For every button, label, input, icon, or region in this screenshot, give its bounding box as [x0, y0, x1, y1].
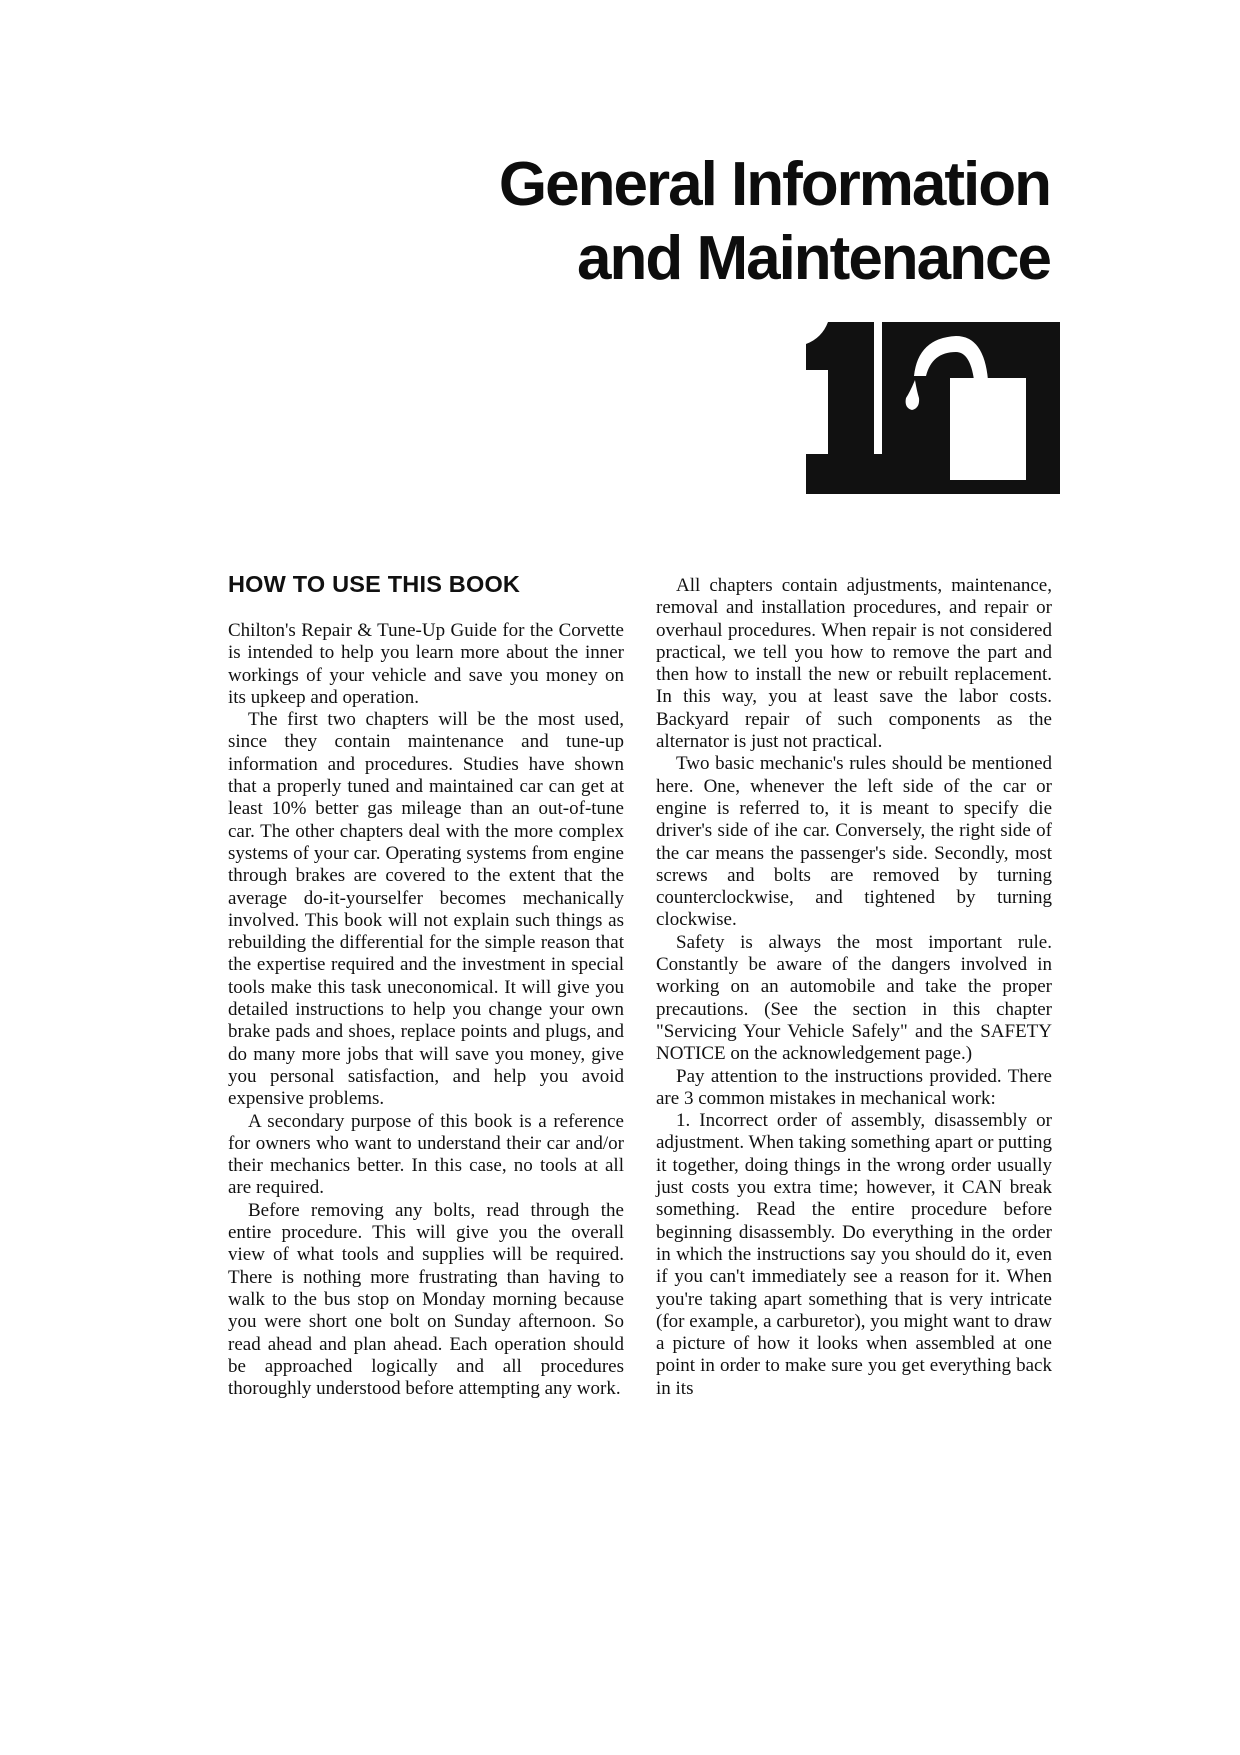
chapter-number-oil-can-icon	[806, 322, 1060, 494]
chapter-title	[250, 148, 1050, 296]
chapter-numeral-one	[806, 322, 894, 494]
paragraph: All chapters contain adjustments, maintenance, removal and installation procedures, and repair or overhaul procedures. When repair is not considered practical, we tell you how to remove the part and then how to install the new or rebuilt replacement. In this way, you at least save the labor costs. Backyard repair of such components as the alternator is just not practical.	[656, 575, 1052, 753]
paragraph: The first two chapters will be the most used, since they contain maintenance and tune-up information and procedures. Studies have shown that a properly tuned and maintained car can get at least 10% better gas mileage than an out-of-tune car. The other chapters deal with the more complex systems of your car. Operating systems from engine through brakes are covered to the extent that the average do-it-yourselfer becomes mechanically involved. This book will not explain such things as rebuilding the differential for the simple reason that the expertise required and the investment in special tools make this task uneconomical. It will give you detailed instructions to help you change your own brake pads and shoes, replace points and plugs, and do many more jobs that will save you money, give you personal satisfaction, and help you avoid expensive problems.	[228, 709, 624, 1110]
chapter-title-line-1: General Information	[498, 150, 1050, 219]
paragraph: Chilton's Repair & Tune-Up Guide for the Corvette is intended to help you learn more about the inner workings of your vehicle and save you money on its upkeep and operation.	[228, 620, 624, 708]
right-column	[656, 575, 1052, 1400]
paragraph: Two basic mechanic's rules should be mentioned here. One, whenever the left side of the car or engine is referred to, it is meant to specify die driver's side of ihe car. Conversely, the right side of the car means the passenger's side. Secondly, most screws and bolts are removed by turning counterclockwise, and tightened by turning clockwise.	[656, 753, 1052, 931]
paragraph: Pay attention to the instructions provided. There are 3 common mistakes in mechanical work:	[656, 1065, 1052, 1109]
paragraph: A secondary purpose of this book is a reference for owners who want to understand their car and/or their mechanics better. In this case, no tools at all are required.	[228, 1110, 624, 1199]
section-heading: HOW TO USE THIS BOOK	[228, 571, 521, 597]
paragraph: Safety is always the most important rule. Constantly be aware of the dangers involved in working on an automobile and take the proper precautions. (See the section in this chapter "Servicing Your Vehicle Safely" and the SAFETY NOTICE on the acknowledgement page.)	[656, 931, 1052, 1065]
left-column	[228, 570, 624, 1400]
chapter-title-line-2: and Maintenance	[577, 224, 1050, 293]
oil-can-body	[950, 378, 1026, 480]
paragraph: Before removing any bolts, read through the entire procedure. This will give you the overall view of what tools and supplies will be required. There is nothing more frustrating than having to walk to the bus stop on Monday morning because you were short one bolt on Sunday afternoon. So read ahead and plan ahead. Each operation should be approached logically and all procedures thoroughly understood before attempting any work.	[228, 1199, 624, 1400]
paragraph: 1. Incorrect order of assembly, disassembly or adjustment. When taking something apart or putting it together, doing things in the wrong order usually just costs you extra time; however, it CAN break something. Read the entire procedure before beginning disassembly. Do everything in the order in which the instructions say you should do it, even if you can't immediately see a reason for it. When you're taking apart something that is very intricate (for example, a carburetor), you might want to draw a picture of how it looks when assembled at one point in order to make sure you get everything back in its	[656, 1110, 1052, 1399]
